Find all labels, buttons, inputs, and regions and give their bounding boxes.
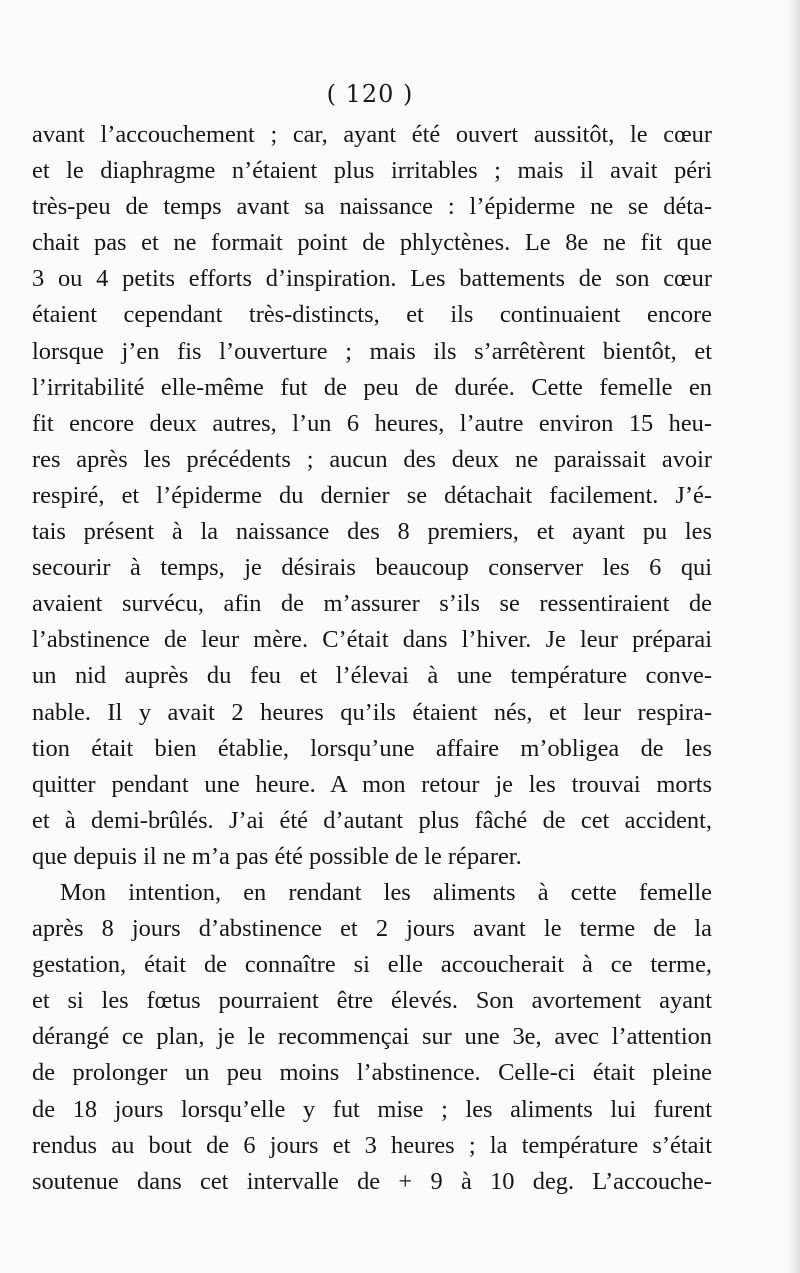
text-line: de prolonger un peu moins l’abstinence. Celle-ci était pleine xyxy=(32,1059,712,1087)
text-line: Mon intention, en rendant les aliments à cette femelle xyxy=(60,878,712,906)
text-line: rendus au bout de 6 jours et 3 heures ; la température s’était xyxy=(32,1131,712,1159)
text-line: 3 ou 4 petits efforts d’inspiration. Les battements de son cœur xyxy=(32,265,712,293)
text-line: étaient cependant très-distincts, et ils continuaient encore xyxy=(32,301,712,329)
text-line: un nid auprès du feu et l’élevai à une température conve- xyxy=(32,662,712,690)
text-line: res après les précédents ; aucun des deux ne paraissait avoir xyxy=(32,445,712,473)
text-line: chait pas et ne formait point de phlyctènes. Le 8e ne fit que xyxy=(32,229,712,257)
text-line: l’irritabilité elle-même fut de peu de durée. Cette femelle en xyxy=(32,373,712,401)
text-line: et si les fœtus pourraient être élevés. Son avortement ayant xyxy=(32,987,712,1015)
text-line: avaient survécu, afin de m’assurer s’ils se ressentiraient de xyxy=(32,590,712,618)
text-line: l’abstinence de leur mère. C’était dans l’hiver. Je leur préparai xyxy=(32,626,712,654)
text-line: nable. Il y avait 2 heures qu’ils étaient nés, et leur respira- xyxy=(32,698,712,726)
text-line: fit encore deux autres, l’un 6 heures, l’autre environ 15 heu- xyxy=(32,409,712,437)
text-line: après 8 jours d’abstinence et 2 jours avant le terme de la xyxy=(32,915,712,943)
text-line: et le diaphragme n’étaient plus irritables ; mais il avait péri xyxy=(32,157,712,185)
text-line: très-peu de temps avant sa naissance : l’épiderme ne se déta- xyxy=(32,193,712,221)
text-line: tion était bien établie, lorsqu’une affaire m’obligea de les xyxy=(32,734,712,762)
text-line: quitter pendant une heure. A mon retour je les trouvai morts xyxy=(32,770,712,798)
text-line: que depuis il ne m’a pas été possible de le réparer. xyxy=(32,842,522,870)
text-line: de 18 jours lorsqu’elle y fut mise ; les aliments lui furent xyxy=(32,1095,712,1123)
text-line: et à demi-brûlés. J’ai été d’autant plus fâché de cet accident, xyxy=(32,806,712,834)
page-number: ( 120 ) xyxy=(326,80,414,108)
text-line: avant l’accouchement ; car, ayant été ouvert aussitôt, le cœur xyxy=(32,121,712,148)
page-edge-shadow xyxy=(786,0,800,1273)
text-line: tais présent à la naissance des 8 premiers, et ayant pu les xyxy=(32,518,712,546)
text-line: respiré, et l’épiderme du dernier se détachait facilement. J’é- xyxy=(32,481,712,509)
text-line: soutenue dans cet intervalle de + 9 à 10 deg. L’accouche- xyxy=(32,1167,712,1195)
text-line: secourir à temps, je désirais beaucoup conserver les 6 qui xyxy=(32,554,712,582)
text-line: gestation, était de connaître si elle accoucherait à ce terme, xyxy=(32,951,712,979)
body-text xyxy=(32,117,712,1200)
text-line: dérangé ce plan, je le recommençai sur une 3e, avec l’attention xyxy=(32,1023,712,1051)
text-line: lorsque j’en fis l’ouverture ; mais ils s’arrêtèrent bientôt, et xyxy=(32,337,712,365)
